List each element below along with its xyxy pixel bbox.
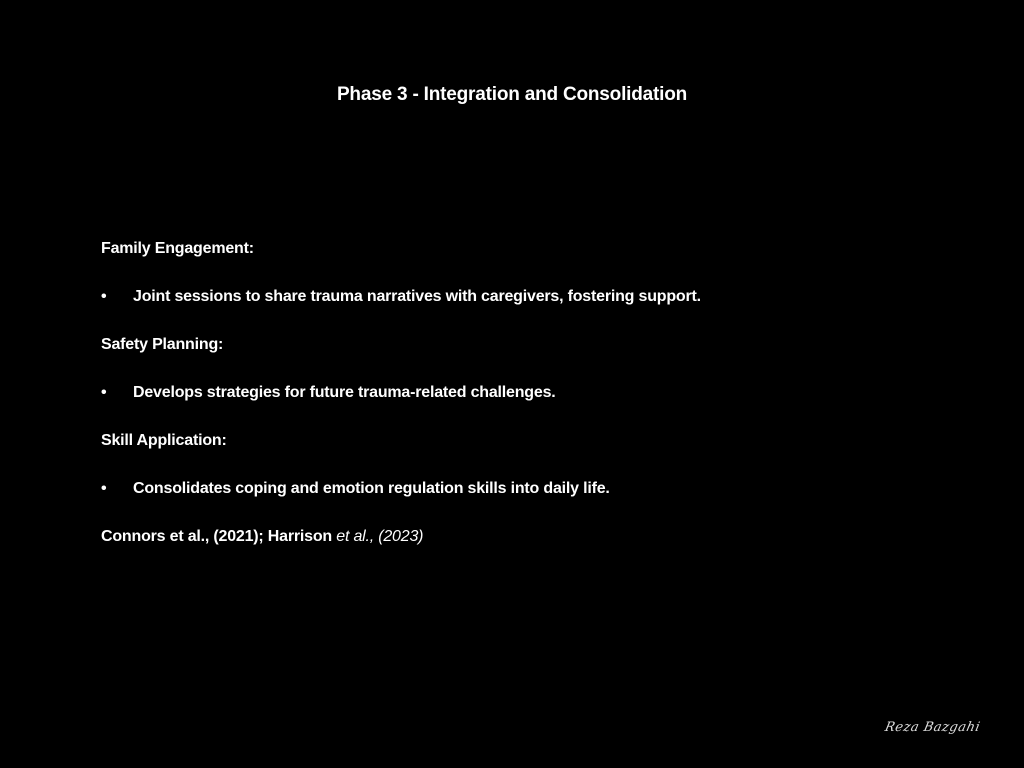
bullet-item-family-engagement: [101, 285, 921, 309]
bullet-icon: •: [101, 384, 107, 401]
slide-title: Phase 3 - Integration and Consolidation: [336, 84, 688, 105]
section-heading-family-engagement: Family Engagement:: [101, 240, 254, 257]
bullet-item-skill-application: [101, 477, 921, 501]
bullet-text: Consolidates coping and emotion regulation skills into daily life.: [133, 480, 610, 497]
citation: [101, 525, 921, 549]
bullet-text: Joint sessions to share trauma narratives with caregivers, fostering support.: [133, 288, 701, 305]
bullet-icon: •: [101, 288, 107, 305]
slide-body: [101, 237, 921, 573]
bullet-text: Develops strategies for future trauma-related challenges.: [133, 384, 556, 401]
section-heading-skill-application: Skill Application:: [101, 432, 227, 449]
section-heading-safety-planning: Safety Planning:: [101, 336, 224, 353]
citation-et-al: et al., (2023): [336, 528, 424, 545]
signature: Reza Bazgahi: [883, 720, 982, 735]
citation-authors: Connors et al., (2021); Harrison: [101, 528, 337, 545]
bullet-icon: •: [101, 480, 107, 497]
bullet-item-safety-planning: [101, 381, 921, 405]
